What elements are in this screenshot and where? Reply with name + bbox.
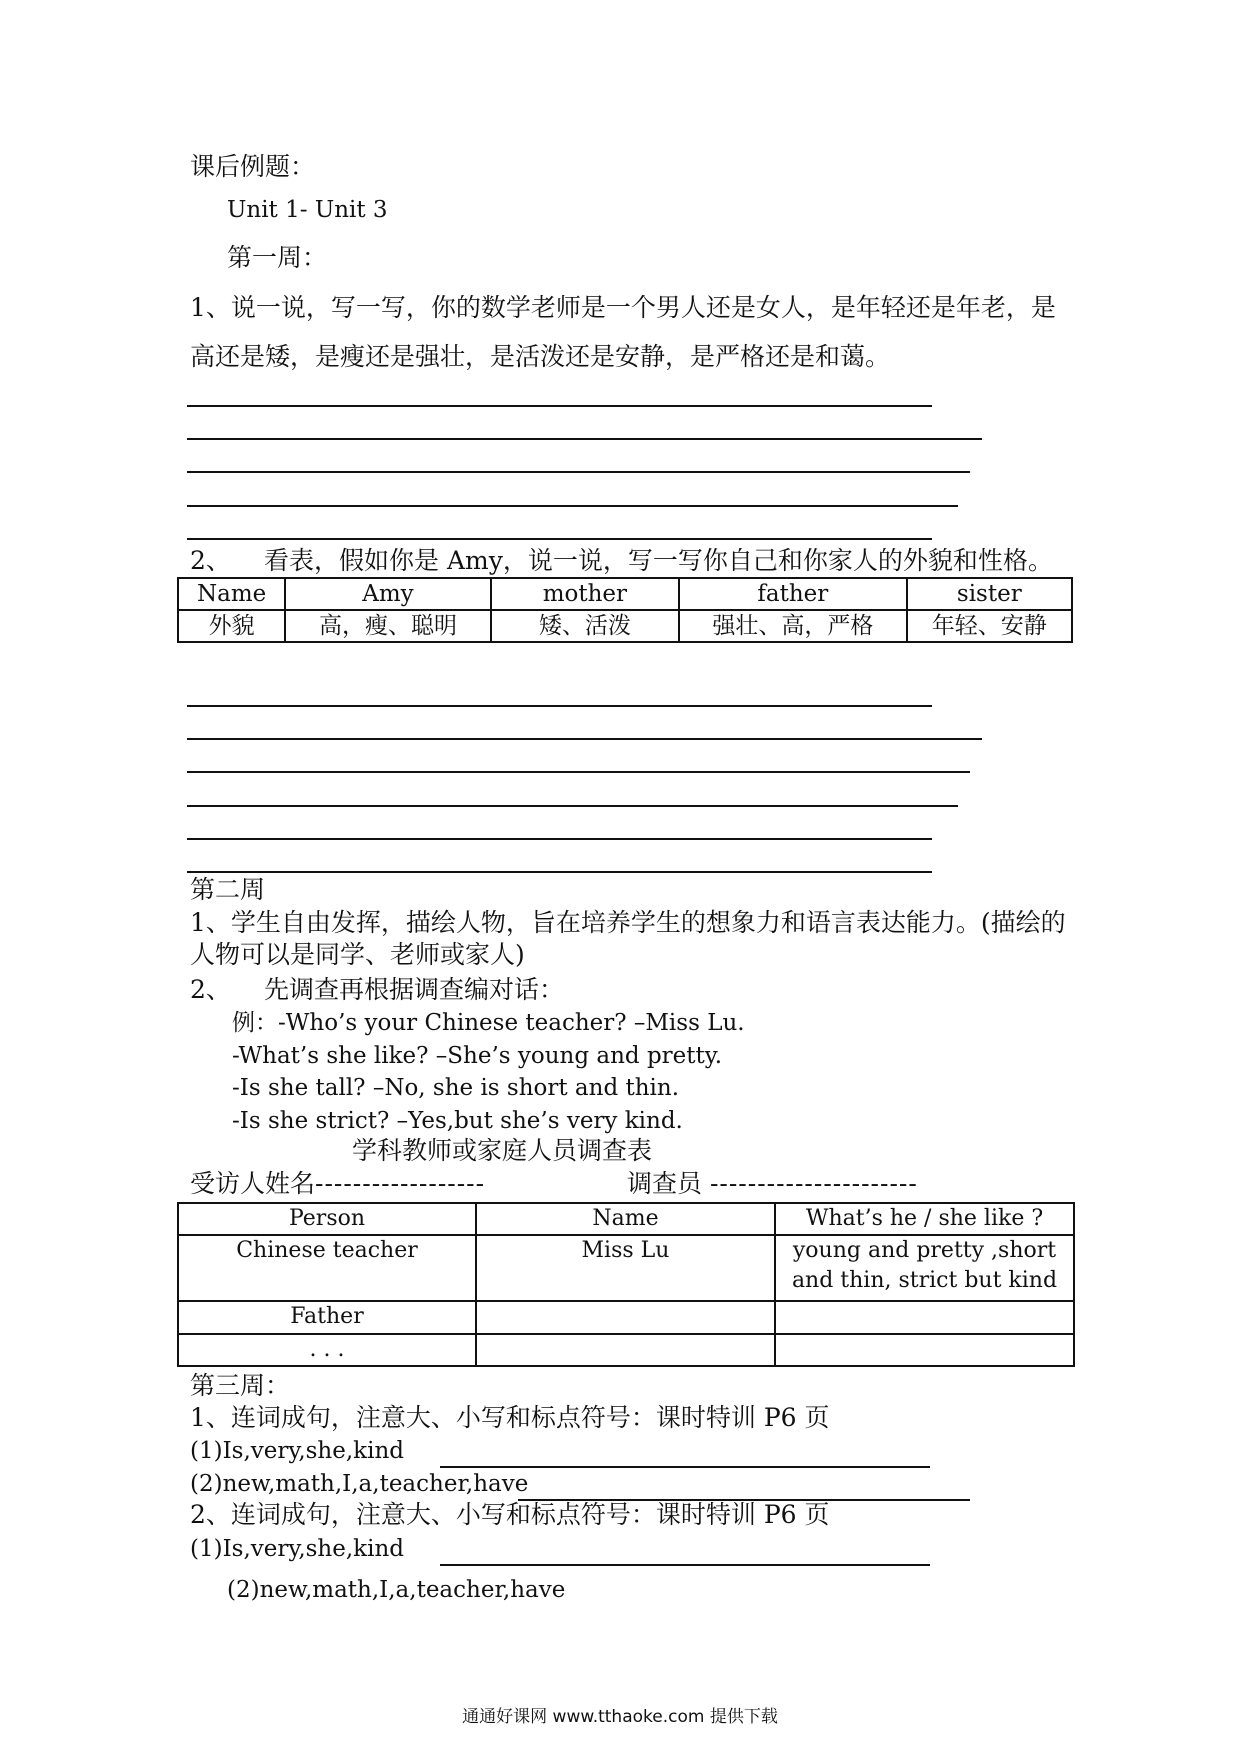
week-1-title: 第一周：	[227, 243, 328, 272]
answer-blank[interactable]	[440, 1446, 930, 1468]
table-cell: Miss Lu	[476, 1235, 775, 1301]
week-3-q2-item-2: (2)new,math,I,a,teacher,have	[227, 1577, 566, 1603]
answer-line[interactable]	[187, 738, 982, 740]
table-cell: Father	[178, 1301, 476, 1334]
week-1-q2-number: 2、	[190, 546, 231, 575]
week-2-q1-line-2: 人物可以是同学、老师或家人)	[190, 940, 525, 969]
survey-table	[177, 1202, 1075, 1367]
table-cell: 高，瘦、聪明	[285, 610, 490, 642]
table-row	[178, 578, 1072, 610]
week-2-title: 第二周	[190, 875, 266, 904]
investigator-field[interactable]	[627, 1169, 918, 1199]
table-row	[178, 1203, 1074, 1235]
answer-line[interactable]	[187, 705, 932, 707]
table-header-cell: Person	[178, 1203, 476, 1235]
week-2-q2-number: 2、	[190, 975, 231, 1004]
answer-line[interactable]	[187, 471, 970, 473]
table-header-cell: mother	[491, 578, 679, 610]
table-cell: 外貌	[178, 610, 285, 642]
investigator-label: 调查员	[627, 1169, 710, 1198]
week-2-q1-line-1: 1、学生自由发挥，描绘人物，旨在培养学生的想象力和语言表达能力。(描绘的	[190, 908, 1066, 937]
answer-line[interactable]	[187, 805, 958, 807]
family-traits-table	[177, 577, 1073, 643]
investigator-blank: ----------------------	[709, 1169, 918, 1198]
table-cell: . . .	[178, 1334, 476, 1366]
table-cell: 强壮、高，严格	[679, 610, 907, 642]
table-header-cell: What’s he / she like ?	[775, 1203, 1074, 1235]
table-header-cell: father	[679, 578, 907, 610]
week-2-q2-text: 先调查再根据调查编对话：	[264, 975, 565, 1004]
table-row	[178, 1235, 1074, 1301]
answer-blank[interactable]	[518, 1479, 970, 1501]
table-cell: 年轻、安静	[907, 610, 1072, 642]
dialogue-line-2: -What’s she like? –She’s young and pretty.	[232, 1043, 723, 1069]
table-row	[178, 1334, 1074, 1366]
answer-line[interactable]	[187, 771, 970, 773]
dialogue-line-4: -Is she strict? –Yes,but she’s very kind.	[232, 1108, 683, 1134]
table-cell: 矮、活泼	[491, 610, 679, 642]
table-header-cell: sister	[907, 578, 1072, 610]
table-cell[interactable]	[476, 1301, 775, 1334]
table-cell-line: young and pretty ,short	[792, 1238, 1057, 1263]
answer-line[interactable]	[187, 838, 932, 840]
week-3-q1-item-2: (2)new,math,I,a,teacher,have	[190, 1471, 529, 1497]
week-1-q1-line-2: 高还是矮，是瘦还是强壮，是活泼还是安静，是严格还是和蔼。	[190, 342, 891, 371]
unit-range: Unit 1- Unit 3	[227, 197, 388, 223]
page-footer: 通通好课网 www.tthaoke.com 提供下载	[462, 1707, 778, 1727]
section-heading: 课后例题：	[190, 152, 316, 181]
table-cell[interactable]	[775, 1301, 1074, 1334]
answer-blank[interactable]	[440, 1544, 930, 1566]
interviewee-name-blank: ------------------	[315, 1169, 486, 1198]
table-row	[178, 1301, 1074, 1334]
table-cell	[775, 1235, 1074, 1301]
week-3-q1-text: 1、连词成句，注意大、小写和标点符号：课时特训 P6 页	[190, 1403, 830, 1432]
table-header-cell: Name	[178, 578, 285, 610]
table-cell[interactable]	[775, 1334, 1074, 1366]
week-3-q2-item-1: (1)Is,very,she,kind	[190, 1536, 404, 1562]
table-header-cell: Name	[476, 1203, 775, 1235]
answer-line[interactable]	[187, 405, 932, 407]
week-3-title: 第三周：	[190, 1371, 291, 1400]
answer-line[interactable]	[187, 871, 932, 873]
dialogue-line-3: -Is she tall? –No, she is short and thin.	[232, 1075, 680, 1101]
table-cell: Chinese teacher	[178, 1235, 476, 1301]
answer-line[interactable]	[187, 438, 982, 440]
survey-table-title: 学科教师或家庭人员调查表	[352, 1136, 653, 1165]
answer-line[interactable]	[187, 538, 932, 540]
week-3-q2-text: 2、连词成句，注意大、小写和标点符号：课时特训 P6 页	[190, 1500, 830, 1529]
table-cell-line: and thin, strict but kind	[791, 1268, 1058, 1293]
week-3-q1-item-1: (1)Is,very,she,kind	[190, 1438, 404, 1464]
dialogue-line-1: 例：-Who’s your Chinese teacher? –Miss Lu.	[232, 1010, 745, 1036]
table-row	[178, 610, 1072, 642]
week-1-q1-line-1: 1、说一说，写一写，你的数学老师是一个男人还是女人，是年轻还是年老，是	[190, 293, 1056, 322]
interviewee-name-field[interactable]	[190, 1169, 485, 1199]
table-header-cell: Amy	[285, 578, 490, 610]
interviewee-name-label: 受访人姓名	[190, 1169, 316, 1198]
answer-line[interactable]	[187, 505, 958, 507]
table-cell[interactable]	[476, 1334, 775, 1366]
week-1-q2-text: 看表，假如你是 Amy，说一说，写一写你自己和你家人的外貌和性格。	[264, 546, 1053, 575]
